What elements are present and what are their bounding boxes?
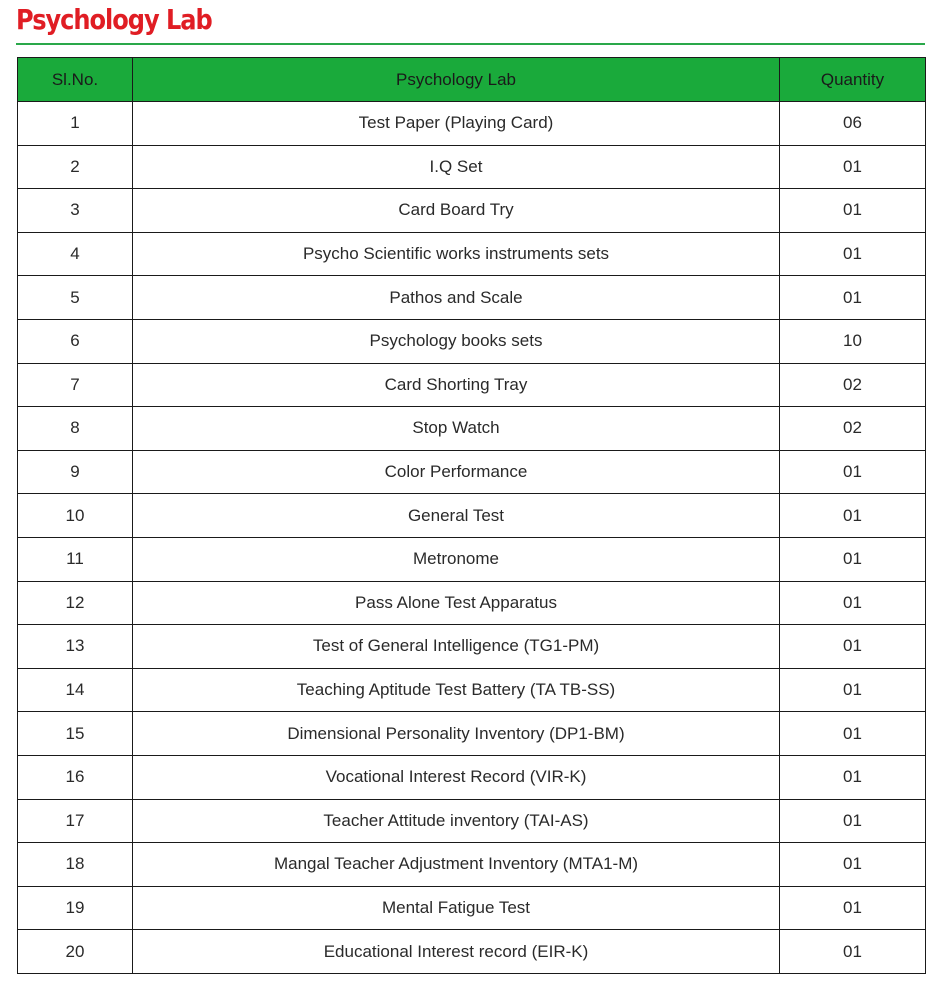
cell-item-name: Metronome xyxy=(133,537,780,581)
page-title: Psychology Lab xyxy=(16,3,212,36)
cell-item-name: Color Performance xyxy=(133,450,780,494)
cell-sl-no: 4 xyxy=(18,232,133,276)
cell-item-name: Pathos and Scale xyxy=(133,276,780,320)
table-row xyxy=(18,843,926,887)
cell-quantity: 02 xyxy=(780,407,926,451)
cell-quantity: 01 xyxy=(780,930,926,974)
header-sl-no: Sl.No. xyxy=(18,58,133,102)
table-row xyxy=(18,712,926,756)
header-item-name: Psychology Lab xyxy=(133,58,780,102)
cell-quantity: 01 xyxy=(780,755,926,799)
table-row xyxy=(18,189,926,233)
cell-sl-no: 14 xyxy=(18,668,133,712)
cell-quantity: 02 xyxy=(780,363,926,407)
cell-item-name: Mental Fatigue Test xyxy=(133,886,780,930)
cell-sl-no: 20 xyxy=(18,930,133,974)
cell-item-name: Teacher Attitude inventory (TAI-AS) xyxy=(133,799,780,843)
cell-sl-no: 15 xyxy=(18,712,133,756)
cell-sl-no: 6 xyxy=(18,319,133,363)
table-row xyxy=(18,537,926,581)
table-row xyxy=(18,668,926,712)
cell-quantity: 01 xyxy=(780,625,926,669)
cell-item-name: Psychology books sets xyxy=(133,319,780,363)
table-body xyxy=(18,102,926,974)
table-header xyxy=(18,58,926,102)
cell-quantity: 01 xyxy=(780,668,926,712)
table-row xyxy=(18,625,926,669)
cell-sl-no: 19 xyxy=(18,886,133,930)
cell-item-name: Educational Interest record (EIR-K) xyxy=(133,930,780,974)
cell-quantity: 01 xyxy=(780,450,926,494)
table-row xyxy=(18,581,926,625)
table-row xyxy=(18,450,926,494)
table-row xyxy=(18,145,926,189)
cell-sl-no: 5 xyxy=(18,276,133,320)
cell-sl-no: 13 xyxy=(18,625,133,669)
table-row xyxy=(18,799,926,843)
table-row xyxy=(18,886,926,930)
cell-item-name: Card Shorting Tray xyxy=(133,363,780,407)
cell-item-name: Test of General Intelligence (TG1-PM) xyxy=(133,625,780,669)
cell-sl-no: 3 xyxy=(18,189,133,233)
cell-sl-no: 18 xyxy=(18,843,133,887)
cell-item-name: General Test xyxy=(133,494,780,538)
header-row xyxy=(18,58,926,102)
cell-quantity: 01 xyxy=(780,712,926,756)
title-divider xyxy=(16,43,925,45)
table-row xyxy=(18,494,926,538)
cell-item-name: Test Paper (Playing Card) xyxy=(133,102,780,146)
cell-quantity: 01 xyxy=(780,494,926,538)
cell-quantity: 06 xyxy=(780,102,926,146)
cell-quantity: 01 xyxy=(780,537,926,581)
table-row xyxy=(18,363,926,407)
cell-quantity: 01 xyxy=(780,189,926,233)
cell-quantity: 01 xyxy=(780,799,926,843)
cell-sl-no: 17 xyxy=(18,799,133,843)
cell-quantity: 01 xyxy=(780,843,926,887)
cell-quantity: 01 xyxy=(780,276,926,320)
table-row xyxy=(18,319,926,363)
cell-item-name: I.Q Set xyxy=(133,145,780,189)
table-row xyxy=(18,930,926,974)
cell-item-name: Teaching Aptitude Test Battery (TA TB-SS) xyxy=(133,668,780,712)
cell-sl-no: 1 xyxy=(18,102,133,146)
cell-sl-no: 8 xyxy=(18,407,133,451)
cell-item-name: Pass Alone Test Apparatus xyxy=(133,581,780,625)
table-row xyxy=(18,755,926,799)
cell-quantity: 01 xyxy=(780,232,926,276)
cell-quantity: 01 xyxy=(780,581,926,625)
cell-sl-no: 11 xyxy=(18,537,133,581)
cell-item-name: Dimensional Personality Inventory (DP1-BM) xyxy=(133,712,780,756)
cell-item-name: Mangal Teacher Adjustment Inventory (MTA1-M) xyxy=(133,843,780,887)
cell-sl-no: 9 xyxy=(18,450,133,494)
table-row xyxy=(18,232,926,276)
table-row xyxy=(18,407,926,451)
cell-sl-no: 7 xyxy=(18,363,133,407)
psychology-lab-table xyxy=(17,57,926,974)
cell-sl-no: 2 xyxy=(18,145,133,189)
cell-item-name: Card Board Try xyxy=(133,189,780,233)
cell-sl-no: 16 xyxy=(18,755,133,799)
cell-quantity: 01 xyxy=(780,886,926,930)
cell-quantity: 10 xyxy=(780,319,926,363)
table-row xyxy=(18,276,926,320)
cell-sl-no: 12 xyxy=(18,581,133,625)
table-row xyxy=(18,102,926,146)
cell-item-name: Vocational Interest Record (VIR-K) xyxy=(133,755,780,799)
cell-quantity: 01 xyxy=(780,145,926,189)
header-quantity: Quantity xyxy=(780,58,926,102)
cell-sl-no: 10 xyxy=(18,494,133,538)
cell-item-name: Psycho Scientific works instruments sets xyxy=(133,232,780,276)
cell-item-name: Stop Watch xyxy=(133,407,780,451)
